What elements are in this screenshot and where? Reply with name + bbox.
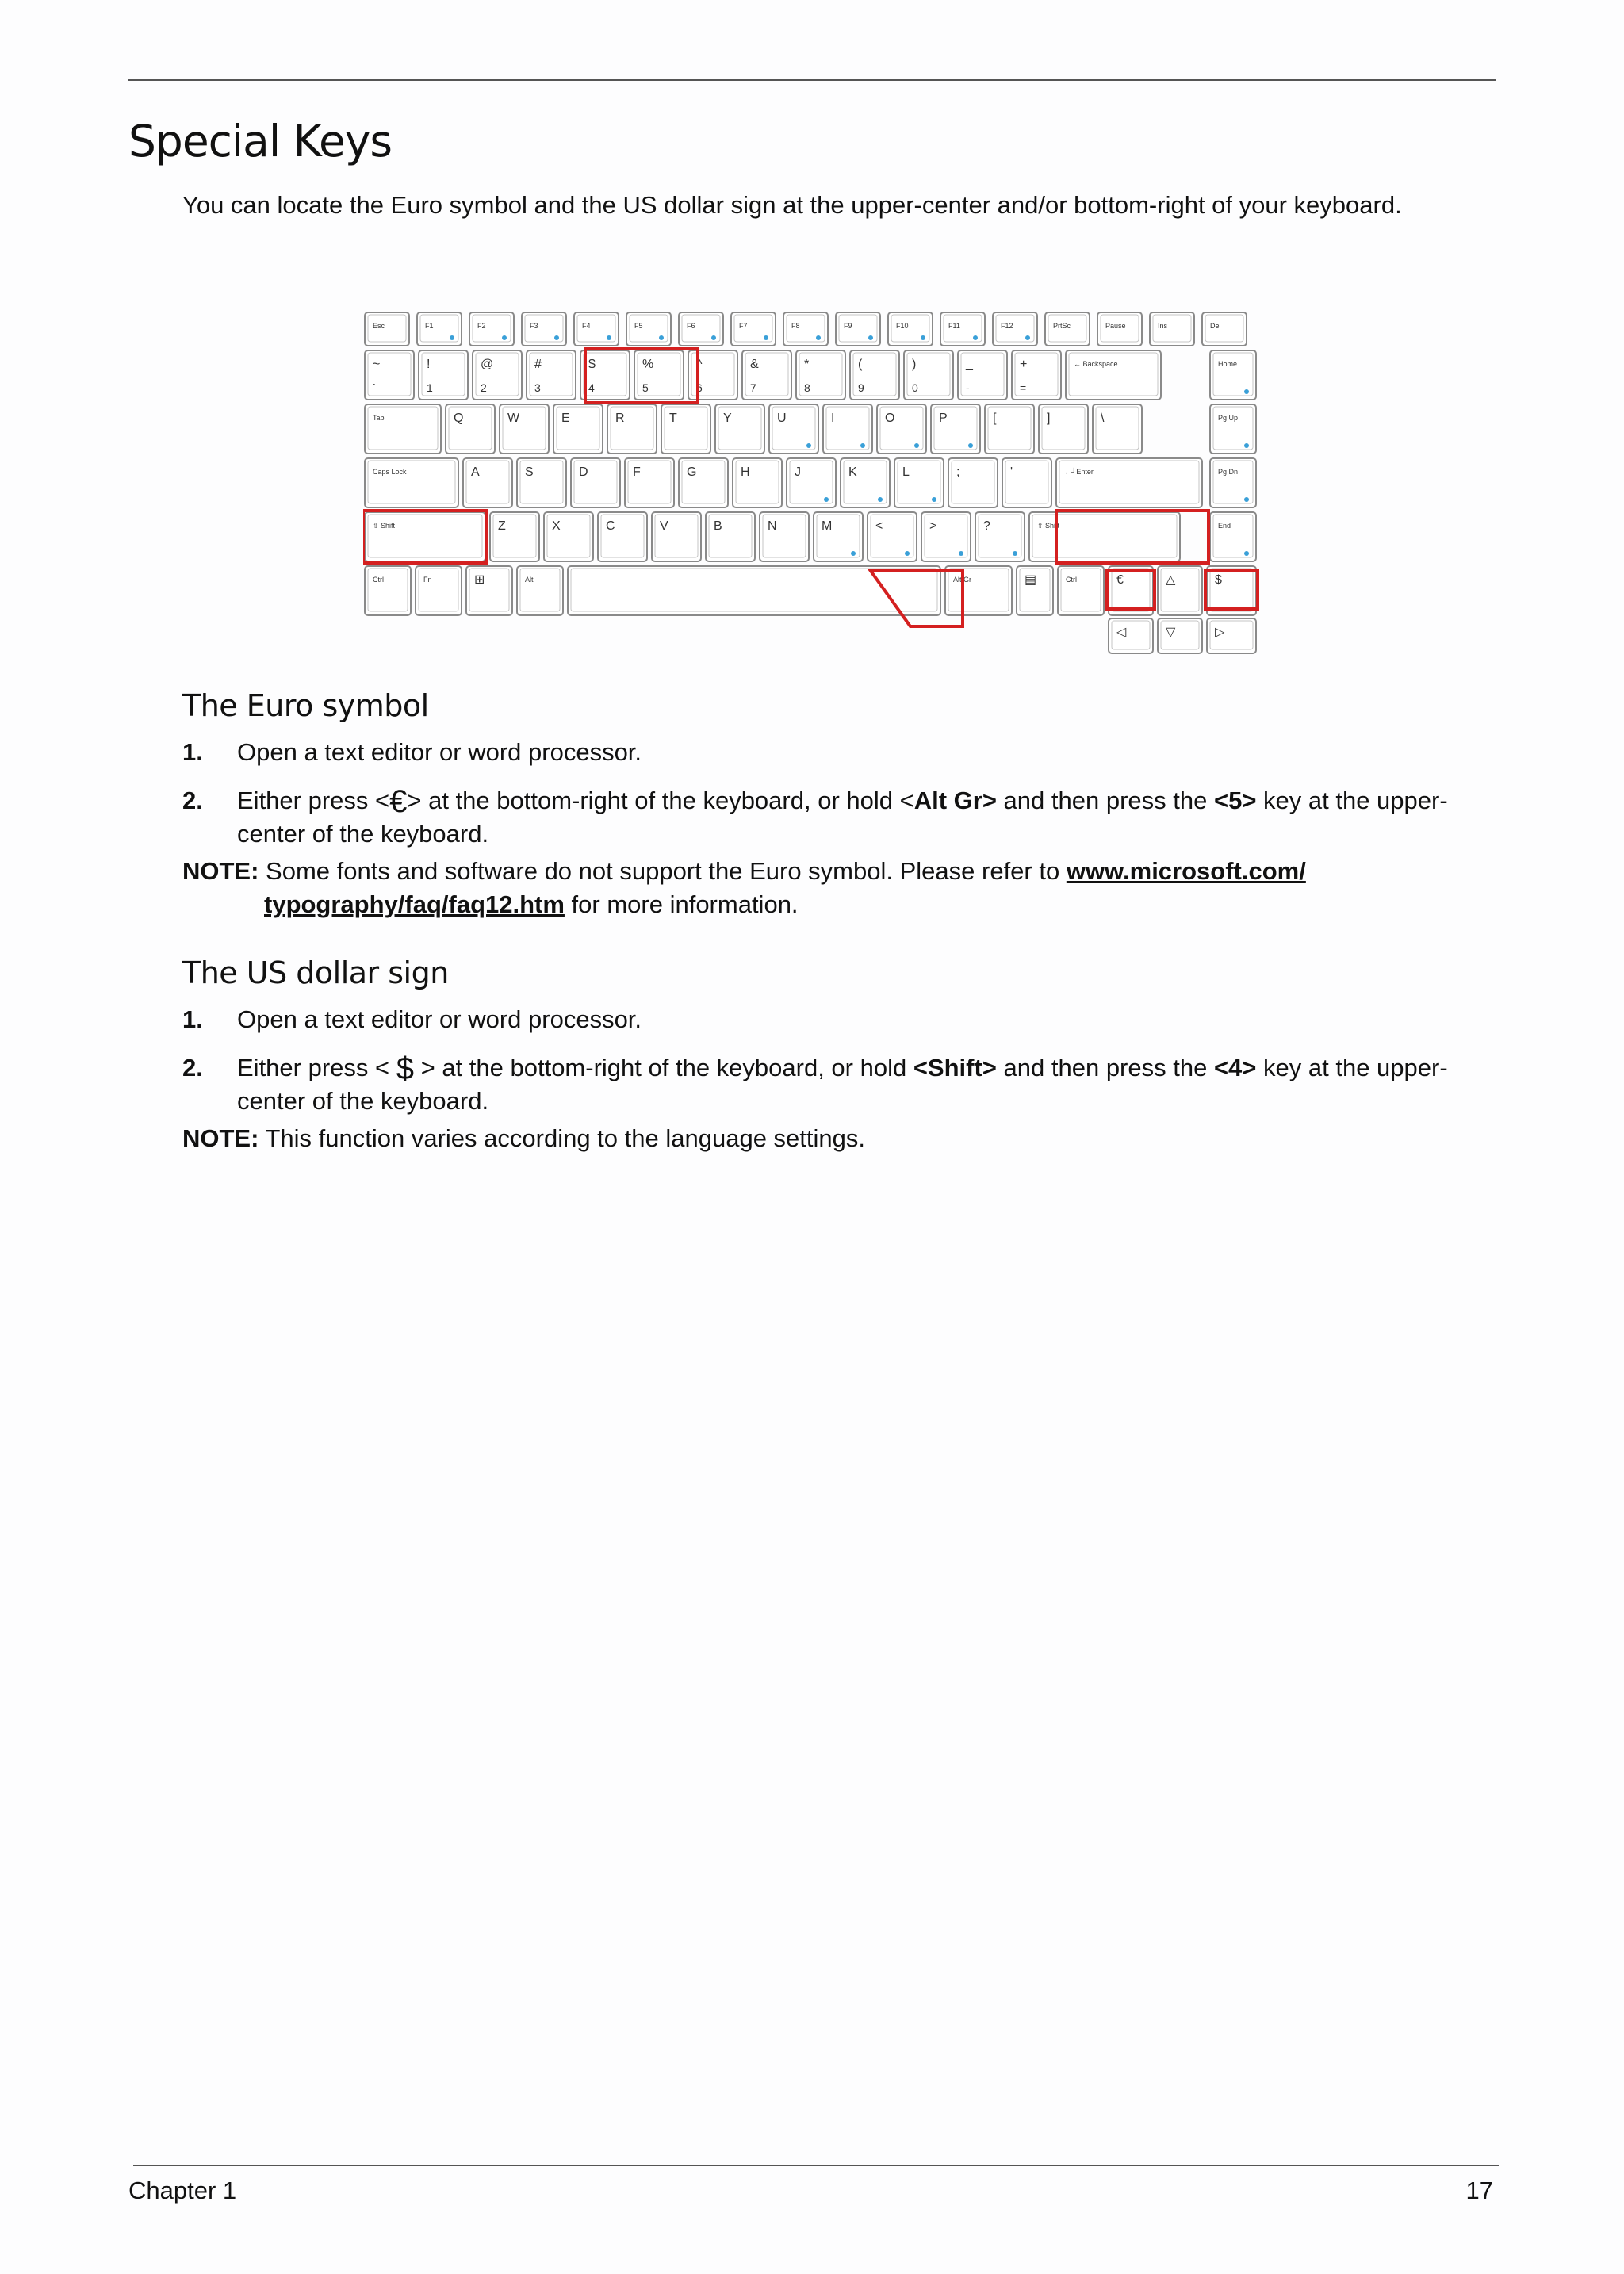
- key-label: Pause: [1105, 322, 1126, 330]
- down-arrow-key: [1158, 618, 1202, 653]
- key-label: !: [427, 358, 431, 371]
- key-label-lower: 6: [696, 381, 703, 394]
- dollar-note: NOTE: This function varies according to the language settings.: [182, 1124, 865, 1152]
- letter-key-8: [894, 458, 944, 507]
- key-label: ⊞: [474, 573, 485, 587]
- fkey-5: [626, 312, 671, 346]
- fn-indicator-icon: [824, 497, 829, 502]
- step-text: Open a text editor or word processor.: [237, 738, 642, 766]
- dollar-heading: The US dollar sign: [182, 955, 449, 990]
- key-label: Pg Up: [1218, 414, 1239, 422]
- fn-indicator-icon: [450, 335, 454, 340]
- key-label: I: [831, 412, 835, 425]
- key-label: [: [993, 412, 997, 425]
- euro-key-icon: €: [389, 784, 408, 819]
- number-key-6: [688, 350, 737, 400]
- up-arrow-key: [1158, 566, 1202, 615]
- fkey-4: [574, 312, 619, 346]
- key-label: @: [481, 358, 494, 371]
- step-text: Either press <€> at the bottom-right of the keyboard, or hold <Alt Gr> and then press the <5> key at the upper-center of the keyboard.: [237, 784, 1448, 848]
- letter-key-]: [1039, 404, 1088, 454]
- key-label: F9: [844, 322, 852, 330]
- key-label: A: [471, 465, 480, 479]
- step-number: 1.: [182, 738, 203, 766]
- key-label: F7: [739, 322, 748, 330]
- number-key-9: [850, 350, 899, 400]
- key-label: End: [1218, 522, 1231, 530]
- right-shift-key: [1029, 512, 1180, 561]
- letter-key-R: [607, 404, 657, 454]
- fn-indicator-icon: [868, 335, 873, 340]
- left-arrow-key: [1109, 618, 1153, 653]
- fkey-14: [1097, 312, 1142, 346]
- key-label: P: [939, 412, 948, 425]
- key-label: PrtSc: [1053, 322, 1071, 330]
- fn-indicator-icon: [932, 497, 936, 502]
- number-key-4: [580, 350, 630, 400]
- step-text: Open a text editor or word processor.: [237, 1005, 642, 1033]
- fn-indicator-icon: [878, 497, 883, 502]
- right-arrow-key: [1207, 618, 1256, 653]
- key-label-lower: 8: [804, 381, 810, 394]
- key-label-lower: 7: [750, 381, 756, 394]
- letter-key-1: [517, 458, 566, 507]
- key-label: ▷: [1215, 626, 1225, 639]
- key-label: J: [795, 465, 801, 479]
- letter-key-Y: [715, 404, 764, 454]
- letter-key-7: [841, 458, 890, 507]
- footer-chapter: Chapter 1: [128, 2176, 237, 2204]
- fn-indicator-icon: [1025, 335, 1030, 340]
- key-label: R: [615, 412, 625, 425]
- key-label: ⇧ Shift: [373, 522, 396, 530]
- windows-key: [466, 566, 512, 615]
- key-label: △: [1166, 573, 1176, 587]
- fn-indicator-icon: [1244, 443, 1249, 448]
- key-label: Fn: [423, 576, 432, 584]
- key-label: X: [552, 519, 561, 533]
- fkey-15: [1150, 312, 1194, 346]
- dollar-key-icon: $: [396, 1051, 414, 1086]
- fn-indicator-icon: [502, 335, 507, 340]
- letter-key-5: [733, 458, 782, 507]
- letter-key-row4-8: [921, 512, 971, 561]
- footer-rule: [133, 2165, 1499, 2166]
- note-label: NOTE:: [182, 857, 259, 885]
- key-label: €: [1116, 573, 1124, 587]
- fn-indicator-icon: [816, 335, 821, 340]
- key-label-lower: 9: [858, 381, 864, 394]
- letter-key-row4-7: [868, 512, 917, 561]
- home-key: [1210, 350, 1256, 400]
- key-label: F4: [582, 322, 591, 330]
- letter-key-O: [877, 404, 926, 454]
- fn-indicator-icon: [1244, 551, 1249, 556]
- fkey-12: [993, 312, 1037, 346]
- letter-key-2: [571, 458, 620, 507]
- fn-indicator-icon: [1013, 551, 1017, 556]
- alt-key: [517, 566, 563, 615]
- fn-indicator-icon: [806, 443, 811, 448]
- letter-key-U: [769, 404, 818, 454]
- intro-paragraph: You can locate the Euro symbol and the US dollar sign at the upper-center and/or bottom-right of your keyboard.: [182, 191, 1402, 219]
- key-label: N: [768, 519, 777, 533]
- fkey-7: [731, 312, 776, 346]
- letter-key-row4-5: [760, 512, 809, 561]
- key-label: F12: [1001, 322, 1013, 330]
- key-label: F1: [425, 322, 434, 330]
- letter-key-row4-9: [975, 512, 1025, 561]
- number-key-1: [419, 350, 468, 400]
- key-label-lower: 2: [481, 381, 487, 394]
- key-label: V: [660, 519, 668, 533]
- key-label: ^: [696, 358, 703, 371]
- key-label: $: [588, 358, 596, 371]
- letter-key-row4-0: [490, 512, 539, 561]
- key-label: F10: [896, 322, 909, 330]
- key-label: F3: [530, 322, 538, 330]
- letter-key-9: [948, 458, 998, 507]
- key-label: U: [777, 412, 787, 425]
- letter-key-W: [500, 404, 549, 454]
- key-label: F: [633, 465, 641, 479]
- fn-key: [416, 566, 462, 615]
- fkey-1: [417, 312, 462, 346]
- key-label: +: [1020, 358, 1028, 371]
- letter-key-10: [1002, 458, 1051, 507]
- letter-key-row4-4: [706, 512, 755, 561]
- key-label: ▽: [1166, 626, 1176, 639]
- fkey-16: [1202, 312, 1247, 346]
- microsoft-typography-link[interactable]: www.microsoft.com/: [1066, 857, 1306, 885]
- key-label: (: [858, 358, 863, 371]
- key-label: D: [579, 465, 588, 479]
- key-label: M: [822, 519, 833, 533]
- key-label: ': [1010, 465, 1013, 479]
- step-number: 2.: [182, 787, 203, 814]
- key-label: T: [669, 412, 677, 425]
- key-label-lower: 0: [912, 381, 918, 394]
- key-label: ;: [956, 465, 960, 479]
- key-label-lower: 3: [534, 381, 541, 394]
- step-number: 1.: [182, 1005, 203, 1033]
- key-label: ◁: [1116, 626, 1127, 639]
- key-label-lower: -: [966, 381, 970, 394]
- fn-indicator-icon: [1244, 497, 1249, 502]
- number-key-11: [958, 350, 1007, 400]
- number-key-3: [527, 350, 576, 400]
- key-label-lower: 1: [427, 381, 433, 394]
- fn-indicator-icon: [905, 551, 910, 556]
- key-label: <: [875, 519, 883, 533]
- number-key-0: [365, 350, 414, 400]
- fn-indicator-icon: [711, 335, 716, 340]
- euro-note: NOTE: Some fonts and software do not support the Euro symbol. Please refer to www.microsoft.com/ typography/faq/faq12.htm for more information.: [182, 857, 1306, 918]
- key-label: ): [912, 358, 917, 371]
- key-label-lower: `: [373, 381, 377, 394]
- letter-key-3: [625, 458, 674, 507]
- pgup-key: [1210, 404, 1256, 454]
- enter-key: [1056, 458, 1202, 507]
- number-key-10: [904, 350, 953, 400]
- key-label: W: [508, 412, 520, 425]
- fkey-13: [1045, 312, 1090, 346]
- key-label: $: [1215, 573, 1222, 587]
- note-label: NOTE:: [182, 1124, 259, 1152]
- letter-key-E: [553, 404, 603, 454]
- fn-indicator-icon: [764, 335, 768, 340]
- key-label: Alt: [525, 576, 534, 584]
- number-key-5: [634, 350, 684, 400]
- fkey-8: [783, 312, 828, 346]
- key-label: Del: [1210, 322, 1221, 330]
- fn-indicator-icon: [607, 335, 611, 340]
- fn-indicator-icon: [554, 335, 559, 340]
- key-label: ⇧ Shift: [1037, 522, 1060, 530]
- letter-key-0: [463, 458, 512, 507]
- key-label: ← Backspace: [1074, 360, 1118, 368]
- fn-indicator-icon: [1244, 389, 1249, 394]
- microsoft-typography-link-cont[interactable]: typography/faq/faq12.htm: [264, 890, 565, 918]
- letter-key-I: [823, 404, 872, 454]
- key-label: Pg Dn: [1218, 468, 1239, 476]
- letter-key-row4-6: [814, 512, 863, 561]
- key-label: Ctrl: [373, 576, 384, 584]
- fkey-3: [522, 312, 566, 346]
- letter-key-row4-1: [544, 512, 593, 561]
- letter-key-4: [679, 458, 728, 507]
- key-label: F11: [948, 322, 960, 330]
- caps-lock-key: [365, 458, 458, 507]
- key-label: E: [561, 412, 570, 425]
- key-label: S: [525, 465, 534, 479]
- left-ctrl-key: [365, 566, 411, 615]
- fn-indicator-icon: [968, 443, 973, 448]
- key-label: F6: [687, 322, 695, 330]
- fn-indicator-icon: [959, 551, 963, 556]
- number-key-7: [742, 350, 791, 400]
- key-label: Tab: [373, 414, 385, 422]
- fkey-11: [940, 312, 985, 346]
- pgdn-key: [1210, 458, 1256, 507]
- key-label: K: [848, 465, 857, 479]
- key-label: Esc: [373, 322, 385, 330]
- key-label: *: [804, 358, 810, 371]
- fkey-2: [469, 312, 514, 346]
- page-title: Special Keys: [128, 116, 393, 167]
- key-label: O: [885, 412, 895, 425]
- fkey-0: [365, 312, 409, 346]
- fn-indicator-icon: [914, 443, 919, 448]
- key-label: Caps Lock: [373, 468, 407, 476]
- letter-key-T: [661, 404, 710, 454]
- right-ctrl-key: [1058, 566, 1104, 615]
- key-label: %: [642, 358, 654, 371]
- fn-indicator-icon: [659, 335, 664, 340]
- key-label: ~: [373, 358, 381, 371]
- fn-indicator-icon: [921, 335, 925, 340]
- left-shift-key: [365, 512, 485, 561]
- end-key: [1210, 512, 1256, 561]
- key-label: Z: [498, 519, 506, 533]
- keyboard-diagram: [363, 309, 1259, 655]
- keyboard-illustration: [363, 309, 1259, 655]
- letter-key-row4-3: [652, 512, 701, 561]
- fkey-10: [888, 312, 933, 346]
- letter-key-Q: [446, 404, 495, 454]
- letter-key-row4-2: [598, 512, 647, 561]
- key-label: L: [902, 465, 910, 479]
- key-label: Ctrl: [1066, 576, 1077, 584]
- key-label: G: [687, 465, 697, 479]
- euro-heading: The Euro symbol: [182, 688, 429, 723]
- menu-key: [1017, 566, 1053, 615]
- tab-key: [365, 404, 441, 454]
- alt-gr-key: [945, 566, 1012, 615]
- key-label: Ins: [1158, 322, 1168, 330]
- key-label: ]: [1047, 412, 1051, 425]
- key-label: ?: [983, 519, 990, 533]
- fkey-6: [679, 312, 723, 346]
- key-label: B: [714, 519, 722, 533]
- number-key-8: [796, 350, 845, 400]
- header-rule: [128, 79, 1496, 81]
- fn-indicator-icon: [860, 443, 865, 448]
- step-number: 2.: [182, 1054, 203, 1081]
- key-label: ←┘Enter: [1064, 468, 1094, 476]
- key-label: Alt Gr: [953, 576, 972, 584]
- key-label: F2: [477, 322, 486, 330]
- key-label: #: [534, 358, 542, 371]
- step-text: Either press < $ > at the bottom-right of the keyboard, or hold <Shift> and then press the <4> key at the upper-center of the keyboard.: [237, 1051, 1448, 1115]
- key-label: H: [741, 465, 750, 479]
- key-label: _: [966, 358, 973, 371]
- letter-key-[: [985, 404, 1034, 454]
- key-label-lower: 5: [642, 381, 649, 394]
- key-label: \: [1101, 412, 1105, 425]
- key-label: F8: [791, 322, 800, 330]
- key-label: >: [929, 519, 937, 533]
- number-key-2: [473, 350, 522, 400]
- key-label: Q: [454, 412, 464, 425]
- key-label: Y: [723, 412, 732, 425]
- key-label-lower: 4: [588, 381, 595, 394]
- key-label: ▤: [1025, 573, 1037, 587]
- backspace-key: [1066, 350, 1161, 400]
- number-key-12: [1012, 350, 1061, 400]
- letter-key-6: [787, 458, 836, 507]
- key-label-lower: =: [1020, 381, 1027, 394]
- key-label: Home: [1218, 360, 1238, 368]
- fn-indicator-icon: [851, 551, 856, 556]
- letter-key-P: [931, 404, 980, 454]
- letter-key-\: [1093, 404, 1142, 454]
- key-label: C: [606, 519, 615, 533]
- footer-page-number: 17: [1465, 2176, 1493, 2204]
- fkey-9: [836, 312, 880, 346]
- key-label: &: [750, 358, 759, 371]
- key-label: F5: [634, 322, 643, 330]
- fn-indicator-icon: [973, 335, 978, 340]
